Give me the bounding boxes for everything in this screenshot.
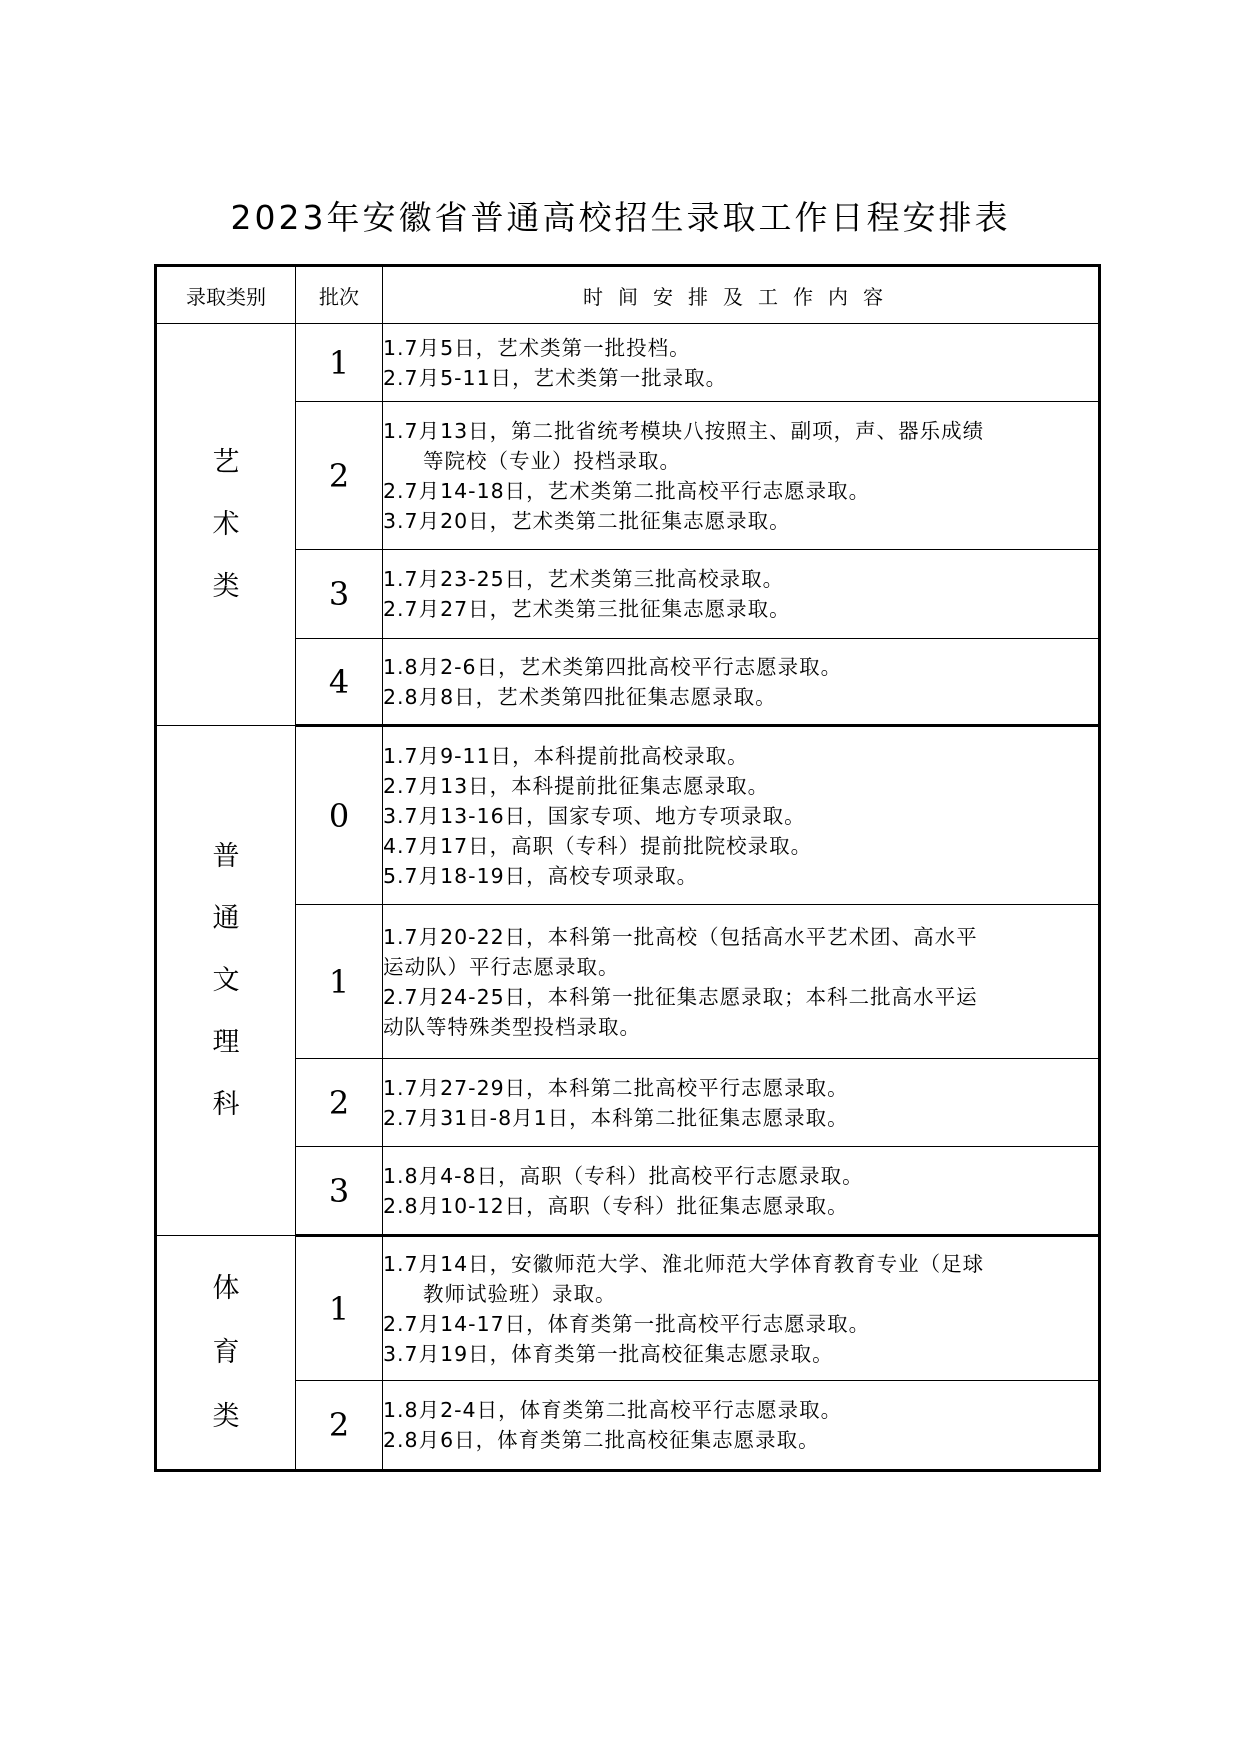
content-cell — [383, 905, 1100, 1059]
content-line: 1.7月13日，第二批省统考模块八按照主、副项，声、器乐成绩 — [383, 418, 985, 443]
table-row — [156, 726, 1100, 905]
content-line: 1.7月23-25日，艺术类第三批高校录取。 — [383, 567, 785, 591]
table-row — [156, 905, 1100, 1059]
content-line: 2.7月24-25日，本科第一批征集志愿录取；本科二批高水平运 — [383, 984, 978, 1009]
content-line: 教师试验班）录取。 — [423, 1281, 617, 1306]
content-cell — [383, 1236, 1100, 1381]
content-cell — [383, 726, 1100, 905]
content-cell — [383, 402, 1100, 550]
content-line: 3.7月13-16日，国家专项、地方专项录取。 — [383, 803, 806, 828]
content-line: 1.7月27-29日，本科第二批高校平行志愿录取。 — [383, 1075, 849, 1100]
content-line: 1.7月20-22日，本科第一批高校（包括高水平艺术团、高水平 — [383, 924, 978, 949]
table-row — [156, 402, 1100, 550]
batch-cell: 2 — [296, 1059, 383, 1147]
content-line: 3.7月19日，体育类第一批高校征集志愿录取。 — [383, 1341, 834, 1366]
content-line: 2.7月14-18日，艺术类第二批高校平行志愿录取。 — [383, 478, 871, 503]
content-line: 1.7月5日，艺术类第一批投档。 — [383, 335, 691, 360]
content-line: 1.7月9-11日，本科提前批高校录取。 — [383, 743, 749, 768]
content-line: 等院校（专业）投档录取。 — [423, 448, 681, 473]
content-line: 1.8月2-4日，体育类第二批高校平行志愿录取。 — [383, 1398, 843, 1422]
content-line: 2.7月13日，本科提前批征集志愿录取。 — [383, 773, 770, 798]
content-cell — [383, 1381, 1100, 1471]
batch-cell: 3 — [296, 550, 383, 639]
table-row — [156, 639, 1100, 726]
category-cell-general — [156, 726, 296, 1236]
header-category: 录取类别 — [156, 266, 296, 324]
batch-cell: 2 — [296, 402, 383, 550]
batch-cell: 4 — [296, 639, 383, 726]
content-line: 5.7月18-19日，高校专项录取。 — [383, 863, 699, 888]
content-line: 1.7月14日，安徽师范大学、淮北师范大学体育教育专业（足球 — [383, 1251, 985, 1276]
batch-cell: 0 — [296, 726, 383, 905]
category-label: 体育类 — [212, 1272, 240, 1432]
content-cell — [383, 324, 1100, 402]
content-cell — [383, 1059, 1100, 1147]
content-line: 3.7月20日，艺术类第二批征集志愿录取。 — [383, 508, 791, 533]
content-line: 2.8月8日，艺术类第四批征集志愿录取。 — [383, 684, 777, 709]
table-row — [156, 1147, 1100, 1236]
header-content: 时间安排及工作内容 — [383, 266, 1100, 324]
content-line: 2.7月14-17日，体育类第一批高校平行志愿录取。 — [383, 1311, 871, 1336]
category-cell-art — [156, 324, 296, 726]
batch-cell: 1 — [296, 905, 383, 1059]
batch-cell: 1 — [296, 324, 383, 402]
header-row — [156, 266, 1100, 324]
category-cell-sports — [156, 1236, 296, 1471]
content-cell — [383, 639, 1100, 726]
table-row — [156, 1236, 1100, 1381]
category-label: 艺术类 — [212, 446, 240, 602]
content-line: 4.7月17日，高职（专科）提前批院校录取。 — [383, 833, 813, 858]
table-row — [156, 324, 1100, 402]
category-label: 普通文理科 — [212, 840, 240, 1120]
content-line: 2.8月10-12日，高职（专科）批征集志愿录取。 — [383, 1193, 849, 1218]
batch-cell: 1 — [296, 1236, 383, 1381]
table-row — [156, 1381, 1100, 1471]
page-title: 2023年安徽省普通高校招生录取工作日程安排表 — [230, 198, 1011, 237]
table-row — [156, 1059, 1100, 1147]
content-line: 2.8月6日，体育类第二批高校征集志愿录取。 — [383, 1428, 820, 1452]
batch-cell: 3 — [296, 1147, 383, 1236]
content-line: 运动队）平行志愿录取。 — [383, 954, 620, 979]
content-line: 2.7月5-11日，艺术类第一批录取。 — [383, 365, 728, 390]
content-cell — [383, 550, 1100, 639]
schedule-table — [154, 264, 1101, 1472]
content-line: 1.8月4-8日，高职（专科）批高校平行志愿录取。 — [383, 1163, 864, 1188]
header-batch: 批次 — [296, 266, 383, 324]
batch-cell: 2 — [296, 1381, 383, 1471]
content-line: 1.8月2-6日，艺术类第四批高校平行志愿录取。 — [383, 654, 843, 679]
content-line: 动队等特殊类型投档录取。 — [383, 1014, 641, 1039]
content-line: 2.7月31日-8月1日，本科第二批征集志愿录取。 — [383, 1105, 849, 1130]
content-line: 2.7月27日，艺术类第三批征集志愿录取。 — [383, 597, 791, 621]
content-cell — [383, 1147, 1100, 1236]
table-row — [156, 550, 1100, 639]
